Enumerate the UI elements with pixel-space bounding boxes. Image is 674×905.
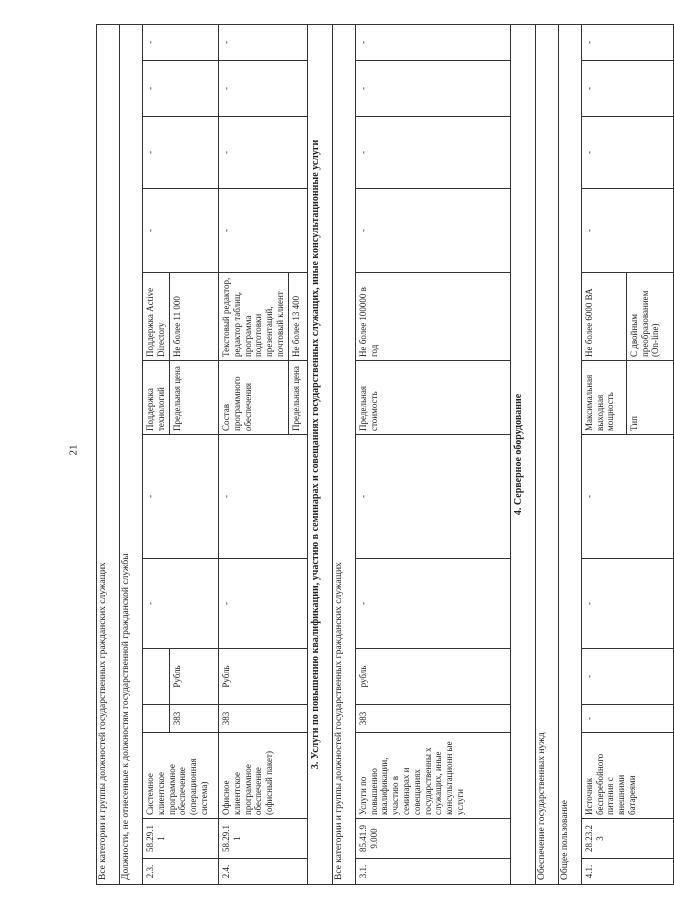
dash-cell: - [355, 189, 510, 273]
item-name: Системное клиентское программное обеспечение (операционная система) [143, 733, 219, 819]
okpd-code: 28.23.2 3 [581, 819, 673, 859]
okpd-code: 85.41.9 9.000 [355, 819, 510, 859]
section-4-subheader-1: Обеспечение государственных нужд [535, 24, 558, 884]
section-3-title: 3. Услуги по повышению квалификации, участию в семинарах и совещаниях государственных служащих, иные консультационные услуги [307, 24, 332, 884]
procurement-table [96, 24, 674, 885]
dash-cell: - [143, 435, 219, 559]
characteristic-name: Тип [626, 361, 673, 435]
unit-name: Рубль [219, 649, 308, 705]
dash-cell: - [219, 61, 308, 117]
section-4-subheader-2: Общее пользование [558, 24, 581, 884]
dash-cell: - [143, 189, 219, 273]
unit-name: Рубль [170, 649, 219, 705]
okpd-code: 58.29.1 1 [143, 819, 219, 859]
dash-cell: - [355, 117, 510, 189]
dash-cell: - [581, 435, 673, 559]
characteristic-value: С двойным преобразованием (On-line) [626, 273, 673, 361]
dash-cell: - [581, 559, 673, 649]
dash-cell: - [143, 24, 219, 60]
section-4-title: 4. Серверное оборудование [510, 24, 535, 884]
dash-cell: - [219, 24, 308, 60]
okei-code: - [581, 705, 673, 733]
dash-cell: - [219, 435, 308, 559]
characteristic-value: Не более 6000 ВА [581, 273, 626, 361]
dash-cell: - [355, 435, 510, 559]
dash-cell: - [581, 24, 673, 60]
row-number: 2.3. [143, 859, 219, 885]
dash-cell: - [581, 61, 673, 117]
dash-cell: - [219, 559, 308, 649]
item-name: Офисное клиентское программное обеспечение (офисный пакет) [219, 733, 308, 819]
okei-code: 383 [355, 705, 510, 733]
dash-cell: - [143, 117, 219, 189]
dash-cell: - [355, 24, 510, 60]
characteristic-name: Состав программного обеспечения [219, 361, 289, 435]
rotated-table-container [96, 25, 661, 885]
characteristic-name: Предельная цена [170, 361, 219, 435]
dash-cell: - [219, 117, 308, 189]
item-name: Источник бесперебойного питания с внешними батареями [581, 733, 673, 819]
characteristic-value: Поддержка Active Directory [143, 273, 170, 361]
row-number: 3.1. [355, 859, 510, 885]
section-2-header-1: Все категории и группы должностей государственных гражданских служащих [97, 24, 120, 884]
characteristic-value: Не более 11 000 [170, 273, 219, 361]
characteristic-name: Предельная цена [288, 361, 307, 435]
unit-name: рубль [355, 649, 510, 705]
okei-code: 383 [170, 705, 219, 733]
item-name: Услуги по повышению квалификации, участию в семинарах и совещаниях государственны х служащих, иные консультационн ые услуги [355, 733, 510, 819]
dash-cell: - [581, 189, 673, 273]
section-3-subheader: Все категории и группы должностей государственных гражданских служащих [332, 24, 355, 884]
characteristic-name: Поддержка технологий [143, 361, 170, 435]
dash-cell: - [355, 559, 510, 649]
dash-cell: - [143, 61, 219, 117]
row-number: 4.1. [581, 859, 673, 885]
page-number: 21 [67, 444, 80, 456]
dash-cell: - [219, 189, 308, 273]
dash-cell: - [355, 61, 510, 117]
unit-name: - [581, 649, 673, 705]
okei-code: 383 [219, 705, 308, 733]
section-2-header-2: Должности, не отнесенные к должностям государственной гражданской службы [120, 24, 143, 884]
characteristic-value: Не более 100000 в год [355, 273, 510, 361]
characteristic-value: Текстовый редактор, редактор таблиц, программа подготовки презентаций, почтовый клиент [219, 273, 289, 361]
characteristic-name: Максимальная выходная мощность [581, 361, 626, 435]
okpd-code: 58.29.1 1 [219, 819, 308, 859]
characteristic-value: Не более 13 400 [288, 273, 307, 361]
characteristic-name: Предельная стоимость [355, 361, 510, 435]
dash-cell: - [581, 117, 673, 189]
row-number: 2.4. [219, 859, 308, 885]
dash-cell: - [143, 559, 219, 649]
